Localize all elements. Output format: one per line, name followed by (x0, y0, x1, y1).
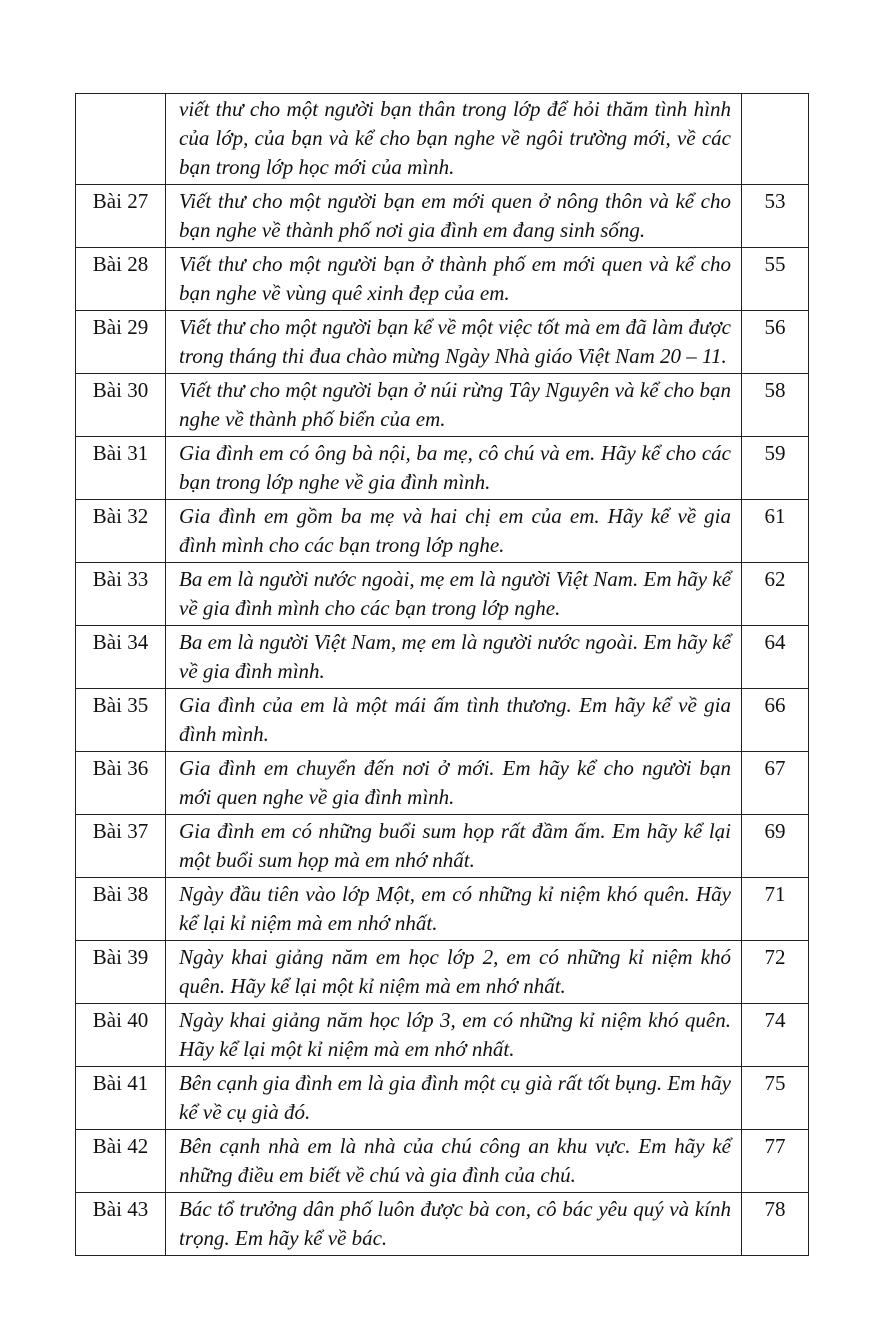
lesson-number: Bài 35 (76, 689, 166, 752)
table-row (76, 1067, 809, 1130)
page-number (742, 94, 809, 185)
table-of-contents (75, 93, 809, 1256)
lesson-title: Viết thư cho một người bạn kể về một việc tốt mà em đã làm được trong tháng thi đua chào mừng Ngày Nhà giáo Việt Nam 20 – 11. (166, 311, 742, 374)
table-row (76, 878, 809, 941)
lesson-number: Bài 37 (76, 815, 166, 878)
lesson-number: Bài 43 (76, 1193, 166, 1256)
page-number: 62 (742, 563, 809, 626)
page-number: 75 (742, 1067, 809, 1130)
lesson-title: Gia đình của em là một mái ấm tình thương. Em hãy kể về gia đình mình. (166, 689, 742, 752)
lesson-number: Bài 32 (76, 500, 166, 563)
page-number: 74 (742, 1004, 809, 1067)
lesson-title: Gia đình em chuyển đến nơi ở mới. Em hãy kể cho người bạn mới quen nghe về gia đình mình. (166, 752, 742, 815)
table-row (76, 563, 809, 626)
page-number: 64 (742, 626, 809, 689)
table-row (76, 437, 809, 500)
table-row (76, 374, 809, 437)
table-row (76, 311, 809, 374)
lesson-number: Bài 40 (76, 1004, 166, 1067)
page-number: 66 (742, 689, 809, 752)
table-row (76, 815, 809, 878)
lesson-number: Bài 31 (76, 437, 166, 500)
lesson-number: Bài 27 (76, 185, 166, 248)
lesson-title: Gia đình em có ông bà nội, ba mẹ, cô chú và em. Hãy kể cho các bạn trong lớp nghe về gia đình mình. (166, 437, 742, 500)
page-number: 72 (742, 941, 809, 1004)
table-row (76, 626, 809, 689)
lesson-number: Bài 36 (76, 752, 166, 815)
lesson-title: Gia đình em gồm ba mẹ và hai chị em của em. Hãy kể về gia đình mình cho các bạn trong lớp nghe. (166, 500, 742, 563)
lesson-title: Ngày khai giảng năm học lớp 3, em có những kỉ niệm khó quên. Hãy kể lại một kỉ niệm mà em nhớ nhất. (166, 1004, 742, 1067)
page-number: 77 (742, 1130, 809, 1193)
lesson-number: Bài 41 (76, 1067, 166, 1130)
lesson-title: Gia đình em có những buổi sum họp rất đầm ấm. Em hãy kể lại một buổi sum họp mà em nhớ nhất. (166, 815, 742, 878)
table-row (76, 94, 809, 185)
lesson-title: Bác tổ trưởng dân phố luôn được bà con, cô bác yêu quý và kính trọng. Em hãy kể về bác. (166, 1193, 742, 1256)
lesson-number: Bài 28 (76, 248, 166, 311)
page-number: 53 (742, 185, 809, 248)
page-number: 78 (742, 1193, 809, 1256)
page-number: 55 (742, 248, 809, 311)
lesson-title: Ba em là người nước ngoài, mẹ em là người Việt Nam. Em hãy kể về gia đình mình cho các bạn trong lớp nghe. (166, 563, 742, 626)
table-row (76, 689, 809, 752)
page-number: 58 (742, 374, 809, 437)
table-row (76, 248, 809, 311)
page-number: 61 (742, 500, 809, 563)
page-number: 69 (742, 815, 809, 878)
table-row (76, 1004, 809, 1067)
lesson-number (76, 94, 166, 185)
lesson-title: Ngày đầu tiên vào lớp Một, em có những kỉ niệm khó quên. Hãy kể lại kỉ niệm mà em nhớ nhất. (166, 878, 742, 941)
lesson-title: Bên cạnh nhà em là nhà của chú công an khu vực. Em hãy kể những điều em biết về chú và gia đình của chú. (166, 1130, 742, 1193)
table-row (76, 752, 809, 815)
table-row (76, 941, 809, 1004)
page-number: 56 (742, 311, 809, 374)
toc-body (76, 94, 809, 1256)
lesson-title: viết thư cho một người bạn thân trong lớp để hỏi thăm tình hình của lớp, của bạn và kể cho bạn nghe về ngôi trường mới, về các bạn trong lớp học mới của mình. (166, 94, 742, 185)
lesson-number: Bài 33 (76, 563, 166, 626)
lesson-title: Viết thư cho một người bạn em mới quen ở nông thôn và kể cho bạn nghe về thành phố nơi gia đình em đang sinh sống. (166, 185, 742, 248)
lesson-number: Bài 34 (76, 626, 166, 689)
page-number: 71 (742, 878, 809, 941)
lesson-title: Viết thư cho một người bạn ở thành phố em mới quen và kể cho bạn nghe về vùng quê xinh đẹp của em. (166, 248, 742, 311)
lesson-title: Ngày khai giảng năm em học lớp 2, em có những kỉ niệm khó quên. Hãy kể lại một kỉ niệm mà em nhớ nhất. (166, 941, 742, 1004)
lesson-title: Ba em là người Việt Nam, mẹ em là người nước ngoài. Em hãy kể về gia đình mình. (166, 626, 742, 689)
lesson-title: Viết thư cho một người bạn ở núi rừng Tây Nguyên và kể cho bạn nghe về thành phố biển của em. (166, 374, 742, 437)
table-row (76, 1130, 809, 1193)
lesson-title: Bên cạnh gia đình em là gia đình một cụ già rất tốt bụng. Em hãy kể về cụ già đó. (166, 1067, 742, 1130)
table-row (76, 500, 809, 563)
page-number: 59 (742, 437, 809, 500)
lesson-number: Bài 30 (76, 374, 166, 437)
table-row (76, 1193, 809, 1256)
lesson-number: Bài 39 (76, 941, 166, 1004)
table-row (76, 185, 809, 248)
page-number: 67 (742, 752, 809, 815)
lesson-number: Bài 42 (76, 1130, 166, 1193)
lesson-number: Bài 38 (76, 878, 166, 941)
lesson-number: Bài 29 (76, 311, 166, 374)
